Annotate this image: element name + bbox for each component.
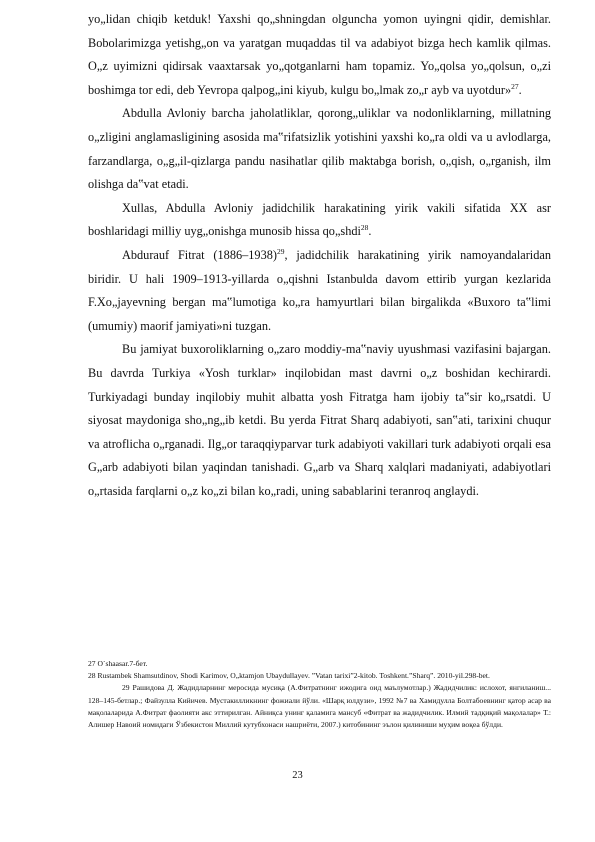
paragraph-continuation — [88, 8, 551, 102]
paragraph-text: Abdurauf Fitrat (1886–1938) — [122, 247, 277, 262]
paragraph-text: yo„lidan chiqib ketduk! Yaxshi qo„shningdan olguncha yomon uyingni qidir, demishlar. Bobolarimizga yetishg„on va yaratgan muqaddas til va adabiyot bizga hech kamlik qilmas. O„z uyimizni qidirsak vaaxtarsak yo„qotganlarni ham topamiz. Yo„qolsa yo„qolsun, o„zi boshimga tor edi, deb Yevropa qalpog„ini kiyub, kulgu bo„lmak zo„r ayb va uyotdur» — [88, 12, 551, 97]
punctuation: . — [518, 82, 522, 97]
footnotes — [88, 658, 551, 731]
footnote-27: 27 O`shaasar.7-бет. — [88, 659, 148, 668]
footnote-ref-27: 27 — [511, 81, 519, 91]
punctuation: . — [368, 224, 372, 239]
page-number: 23 — [292, 770, 303, 781]
paragraph-jamiyat: Bu jamiyat buxoroliklarning o„zaro moddiy-ma‟naviy uyushmasi vazifasini bajargan. Bu davrda Turkiya «Yosh turklar» inqilobidan mast davrni o„z boshidan kechirardi. Turkiyadagi bunday inqilobiy muhit albatta yosh Fitratga ham ijobiy ta‟sir ko„rsatdi. U siyosat maydoniga sho„ng„ib ketdi. Bu yerda Fitrat Sharq adabiyoti, san‟ati, tarixini chuqur va atroflicha o„rganadi. Ilg„or taraqqiyparvar turk adabiyoti vakillari turk adabiyoti orqali esa G„arb adabiyoti bilan yaqindan tanishadi. G„arb va Sharq xalqlari madaniyati, adabiyotlari o„rtasida farqlarni o„z ko„zi bilan ko„radi, uning sabablarini teranroq anglaydi. — [88, 342, 551, 498]
footnote-28: 28 Rustambek Shamsutdinov, Shodi Karimov, O„ktamjon Ubaydullayev. ”Vatan tarixi”2-kitob. Toshkent.”Sharq”. 2010-yil.298-bet. — [88, 671, 490, 681]
main-text — [88, 8, 551, 503]
paragraph-text: Xullas, Abdulla Avloniy jadidchilik harakatining yirik vakili sifatida XX asr boshlaridagi milliy uyg„onishga munosib hissa qo„shdi — [88, 200, 551, 239]
paragraph-fitrat — [88, 244, 551, 338]
footnote-ref-29: 29 — [276, 246, 285, 256]
footnote-ref-28: 28 — [360, 223, 369, 233]
paragraph-xullas — [88, 197, 551, 244]
footnote-29: 29 Рашидова Д. Жадидларнинг меросида мусиқа (А.Фитратнинг ижодига оид маълумотлар.) Жадидчилик: ислохот, янгиланиш... 128–145-бетлар.; Файзулла Кийичев. Мустакилликнинг фожиали йўли. «Шарқ юлдузи», 1992 №7 ва Хамидулла Болтабоевнинг қатор асар ва мақолаларида А.Фитрат фаолияти акс эттирилган. Айниқса унинг қаламига мансуб «Фитрат ва жадидчилик. Илмий тадқиқий мақолалар» Т.: Алишер Навоий номидаги Ўзбекистон Миллий кутубхонаси нашриёти, 2007.) китобининг эълон қилиниши муҳим воқеа бўлди. — [88, 683, 551, 730]
paragraph-avloniy: Abdulla Avloniy barcha jaholatliklar, qorong„uliklar va nodonliklarning, millatning o„zligini anglamasligining asosida ma‟rifatsizlik yotishini yaxshi ko„ra oldi va u avlodlarga, farzandlarga, o„g„il-qizlarga pandu nasihatlar qilib maktabga borish, o„qish, o„rganish, ilm olishga da‟vat etadi. — [88, 106, 551, 192]
paragraph-text: , jadidchilik harakatining yirik namoyandalaridan biridir. U hali 1909–1913-yillarda o„qishni Istanbulda davom ettirib yurgan kezlarida F.Xo„jayevning bergan ma‟lumotiga ko„ra hamyurtlari bilan birgalikda «Buxoro ta‟limi (umumiy) maorif jamiyati»ni tuzgan. — [88, 247, 551, 333]
